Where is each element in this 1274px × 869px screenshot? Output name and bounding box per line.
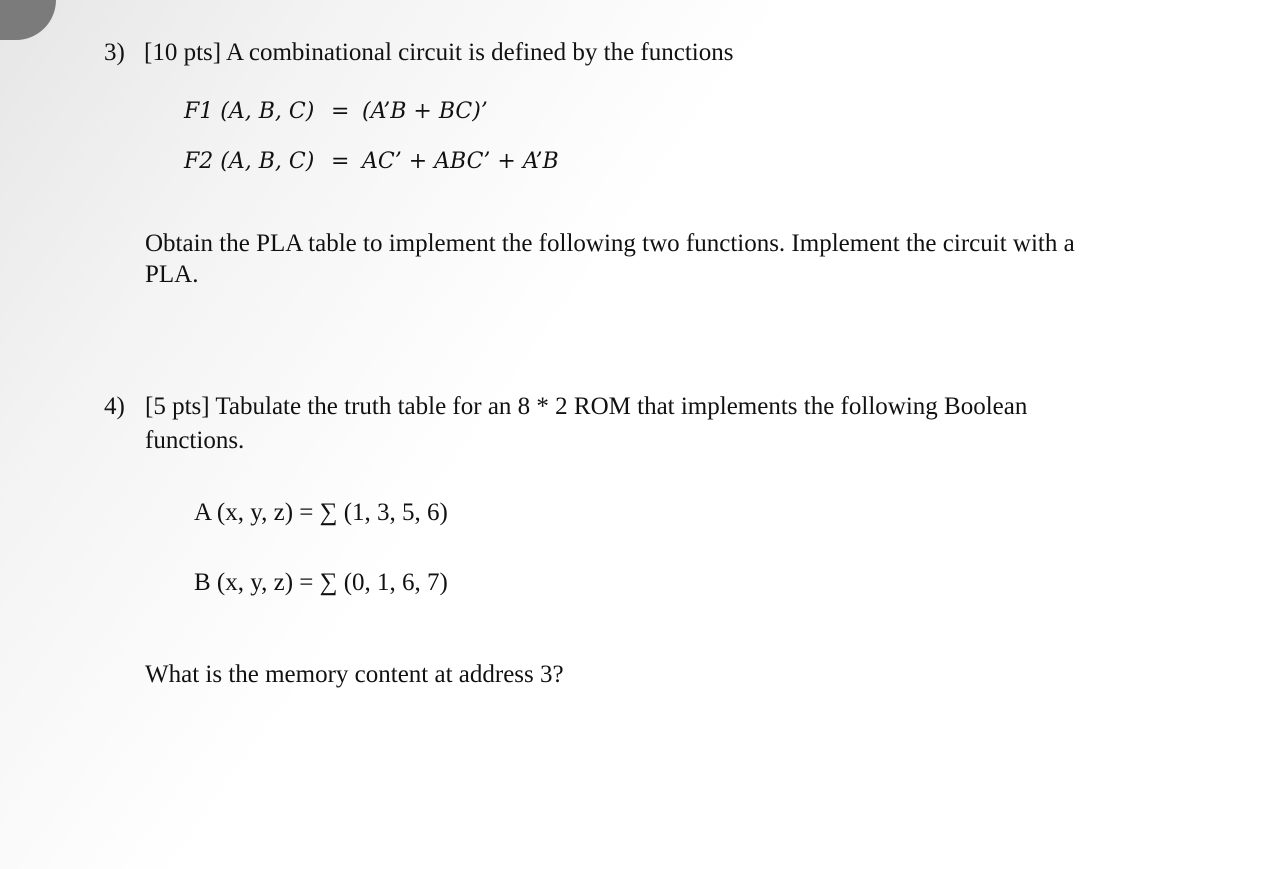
q4-stem-line2: functions. [145, 427, 245, 454]
function-a: A (x, y, z) = ∑ (1, 3, 5, 6) [194, 499, 448, 526]
f2-rhs: AC’ + ABC’ + A’B [362, 149, 559, 174]
q4-question: What is the memory content at address 3? [145, 661, 564, 688]
f1-equals: = [331, 99, 350, 124]
q3-stem: [10 pts] A combinational circuit is defined by the functions [144, 39, 734, 66]
q3-instruction-line2: PLA. [145, 261, 199, 288]
q4-number: 4) [104, 393, 125, 420]
f2-equals: = [331, 149, 350, 174]
corner-tab-decoration [0, 0, 56, 40]
q4-stem-line1: [5 pts] Tabulate the truth table for an 8 * 2 ROM that implements the following Boolean [145, 393, 1028, 420]
f1-rhs: (A’B + BC)’ [362, 99, 488, 124]
function-b: B (x, y, z) = ∑ (0, 1, 6, 7) [194, 569, 448, 596]
f2-lhs: F2 (A, B, C) [184, 149, 315, 174]
q3-number: 3) [104, 39, 125, 66]
q3-instruction-line1: Obtain the PLA table to implement the following two functions. Implement the circuit with a [145, 230, 1075, 257]
f1-lhs: F1 (A, B, C) [184, 99, 315, 124]
